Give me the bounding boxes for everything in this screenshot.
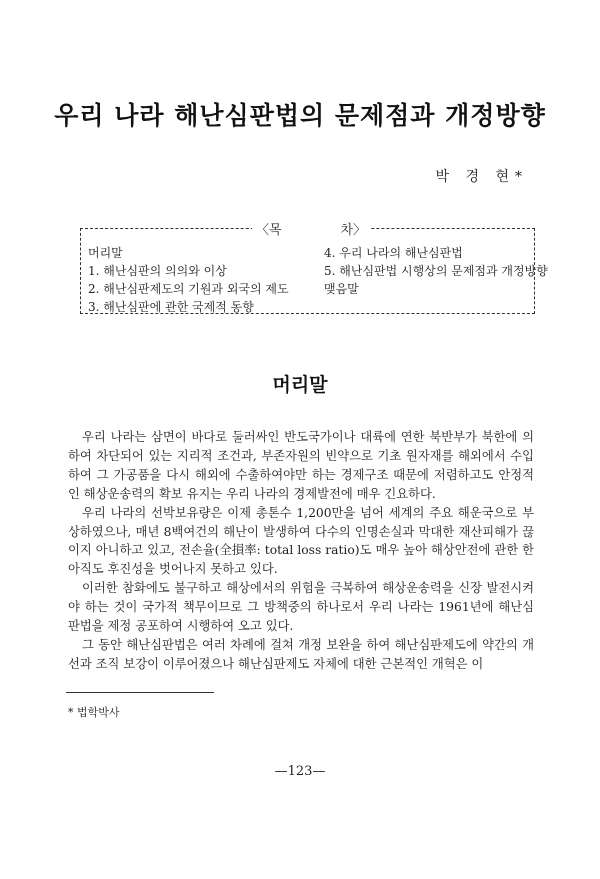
toc-item: 2. 해난심판제도의 기원과 외국의 제도 — [88, 282, 289, 296]
article-title: 우리 나라 해난심판법의 문제점과 개정방향 — [54, 101, 546, 130]
author-name: 박 경 현* — [435, 169, 528, 185]
footnote-divider — [66, 692, 214, 693]
toc-item: 머리말 — [88, 246, 123, 260]
body-text — [68, 428, 534, 674]
toc-item: 1. 해난심판의 의의와 이상 — [88, 264, 227, 278]
paragraph: 우리 나라는 삼면이 바다로 둘러싸인 반도국가이나 대륙에 연한 북반부가 북한에 의하여 차단되어 있는 지리적 조건과, 부존자원의 빈약으로 기초 원자재를 해외에서 수입하여 그 가공품을 다시 해외에 수출하여야만 하는 경제구조 때문에 저렴하고도 안정적인 해상운송력의 확보 유지는 우리 나라의 경제발전에 매우 긴요하다. — [68, 430, 534, 501]
section-heading: 머리말 — [272, 374, 328, 396]
toc-item: 맺음말 — [324, 282, 359, 296]
paragraph: 우리 나라의 선박보유량은 이제 총톤수 1,200만을 넘어 세계의 주요 해운국으로 부상하였으나, 매년 8백여건의 해난이 발생하여 다수의 인명손실과 막대한 재산피해가 끊이지 아니하고 있고, 전손율(全損率: total loss ratio)도 매우 높아 해상안전에 관한 한 아직도 후진성을 벗어나지 못하고 있다. — [68, 505, 534, 577]
paragraph: 그 동안 해난심판법은 여러 차례에 걸쳐 개정 보완을 하여 해난심판제도에 약간의 개선과 조직 보강이 이루어졌으나 해난심판제도 자체에 대한 근본적인 개혁은 이 — [68, 637, 534, 671]
toc-left-column — [88, 244, 289, 316]
toc-caption — [252, 219, 370, 238]
toc-item: 5. 해난심판법 시행상의 문제점과 개정방향 — [324, 264, 548, 278]
page-number: —123— — [274, 764, 326, 779]
footnote: * 법학박사 — [68, 706, 120, 719]
toc-caption-open: 〈목 — [256, 223, 282, 238]
toc-caption-close: 차〉 — [340, 223, 366, 238]
paragraph: 이러한 참화에도 불구하고 해상에서의 위험을 극복하여 해상운송력을 신장 발전시켜야 하는 것이 국가적 책무이므로 그 방책중의 하나로서 우리 나라는 1961년에 해난심판법을 제정 공포하여 시행하여 오고 있다. — [68, 581, 534, 634]
toc-item: 3. 해난심판에 관한 국제적 동향 — [88, 300, 254, 314]
toc-item: 4. 우리 나라의 해난심판법 — [324, 246, 463, 260]
toc-right-column — [324, 244, 548, 298]
